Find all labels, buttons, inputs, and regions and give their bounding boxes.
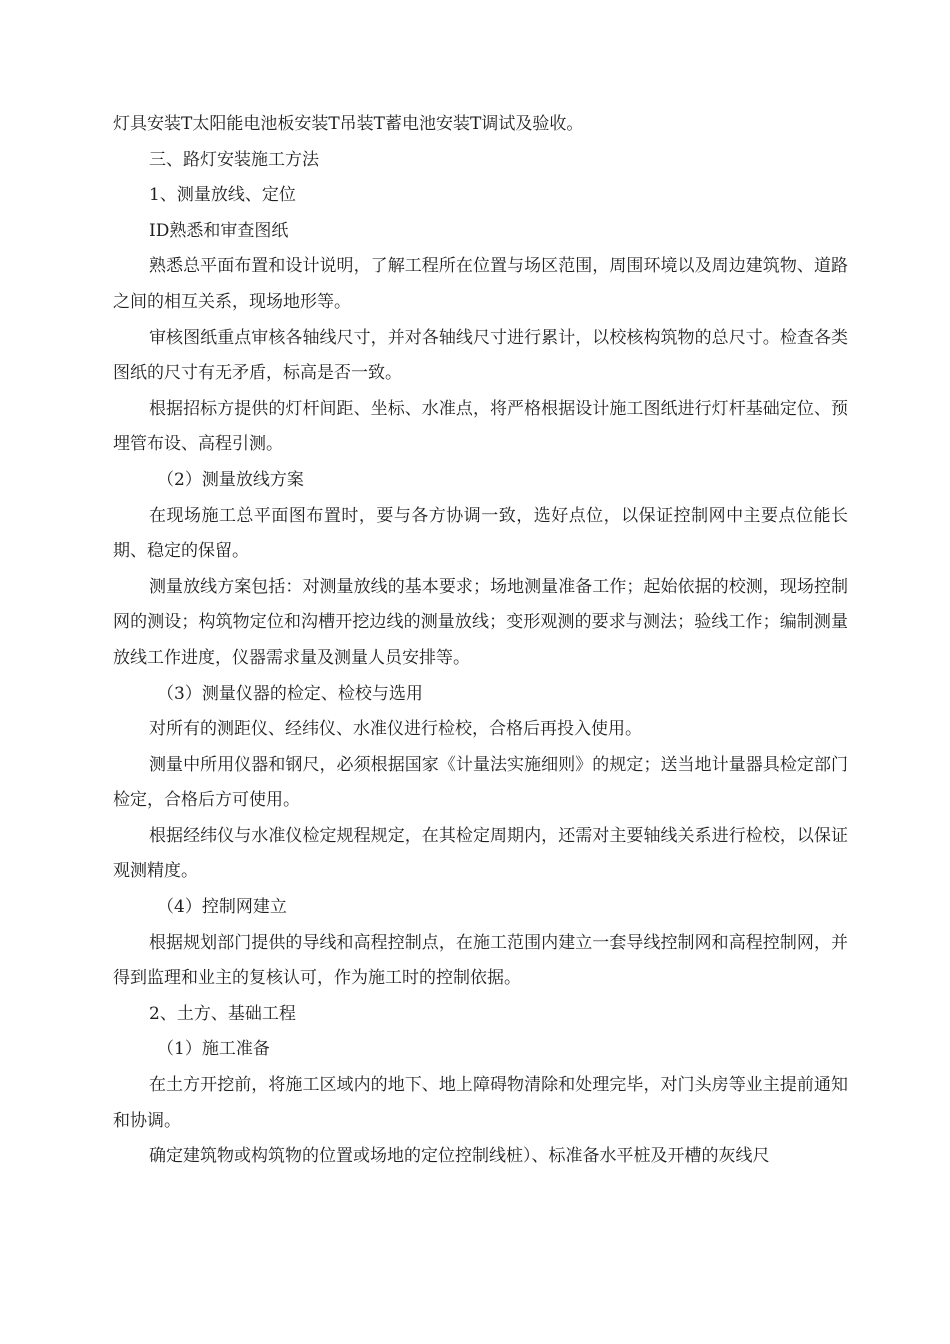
section-heading-streetlight-method: 三、路灯安装施工方法: [149, 149, 319, 170]
paragraph-site-coordination: 在现场施工总平面图布置时，要与各方协调一致，选好点位，以保证控制网中主要点位能长期、稳定的保留。: [113, 505, 848, 562]
paragraph-check-dimensions: 审核图纸重点审核各轴线尺寸，并对各轴线尺寸进行累计，以校核构筑物的总尺寸。检查各类图纸的尺寸有无矛盾，标高是否一致。: [113, 327, 848, 384]
item-heading-review-drawings: ID熟悉和审查图纸: [149, 220, 289, 241]
item-heading-instrument-calibration: （3）测量仪器的检定、检校与选用: [157, 683, 423, 704]
item-heading-control-network: （4）控制网建立: [157, 897, 287, 918]
paragraph-control-network: 根据规划部门提供的导线和高程控制点，在施工范围内建立一套导线控制网和高程控制网，并得到监理和业主的复核认可，作为施工时的控制依据。: [113, 932, 848, 989]
item-heading-construction-prep: （1）施工准备: [157, 1039, 270, 1060]
paragraph-installation-sequence: 灯具安装T太阳能电池板安装T吊装T蓄电池安装T调试及验收。: [113, 114, 584, 134]
paragraph-clear-obstacles: 在土方开挖前，将施工区域内的地下、地上障碍物清除和处理完毕，对门头房等业主提前通知和协调。: [113, 1075, 848, 1131]
paragraph-positioning-stakes: 确定建筑物或构筑物的位置或场地的定位控制线桩）、标准备水平桩及开槽的灰线尺: [149, 1146, 770, 1167]
document-body: [113, 107, 848, 1175]
paragraph-familiarize-plan: 熟悉总平面布置和设计说明，了解工程所在位置与场区范围，周围环境以及周边建筑物、道路之间的相互关系，现场地形等。: [113, 256, 848, 312]
paragraph-pole-positioning: 根据招标方提供的灯杆间距、坐标、水准点，将严格根据设计施工图纸进行灯杆基础定位、预埋管布设、高程引测。: [113, 398, 848, 455]
paragraph-calibrate-instruments: 对所有的测距仪、经纬仪、水准仪进行检校，合格后再投入使用。: [149, 719, 642, 740]
paragraph-national-regulation: 测量中所用仪器和钢尺，必须根据国家《计量法实施细则》的规定；送当地计量器具检定部门检定，合格后方可使用。: [113, 754, 848, 811]
subsection-heading-earthwork: 2、土方、基础工程: [149, 1003, 296, 1024]
paragraph-survey-plan-contents: 测量放线方案包括：对测量放线的基本要求；场地测量准备工作；起始依据的校测，现场控制网的测设；构筑物定位和沟槽开挖边线的测量放线；变形观测的要求与测法；验线工作；编制测量放线工作进度，仪器需求量及测量人员安排等。: [113, 576, 848, 668]
subsection-heading-survey-layout: 1、测量放线、定位: [149, 185, 296, 206]
item-heading-survey-plan: （2）测量放线方案: [157, 469, 304, 490]
paragraph-calibration-cycle: 根据经纬仪与水准仪检定规程规定，在其检定周期内，还需对主要轴线关系进行检校，以保证观测精度。: [113, 825, 848, 882]
